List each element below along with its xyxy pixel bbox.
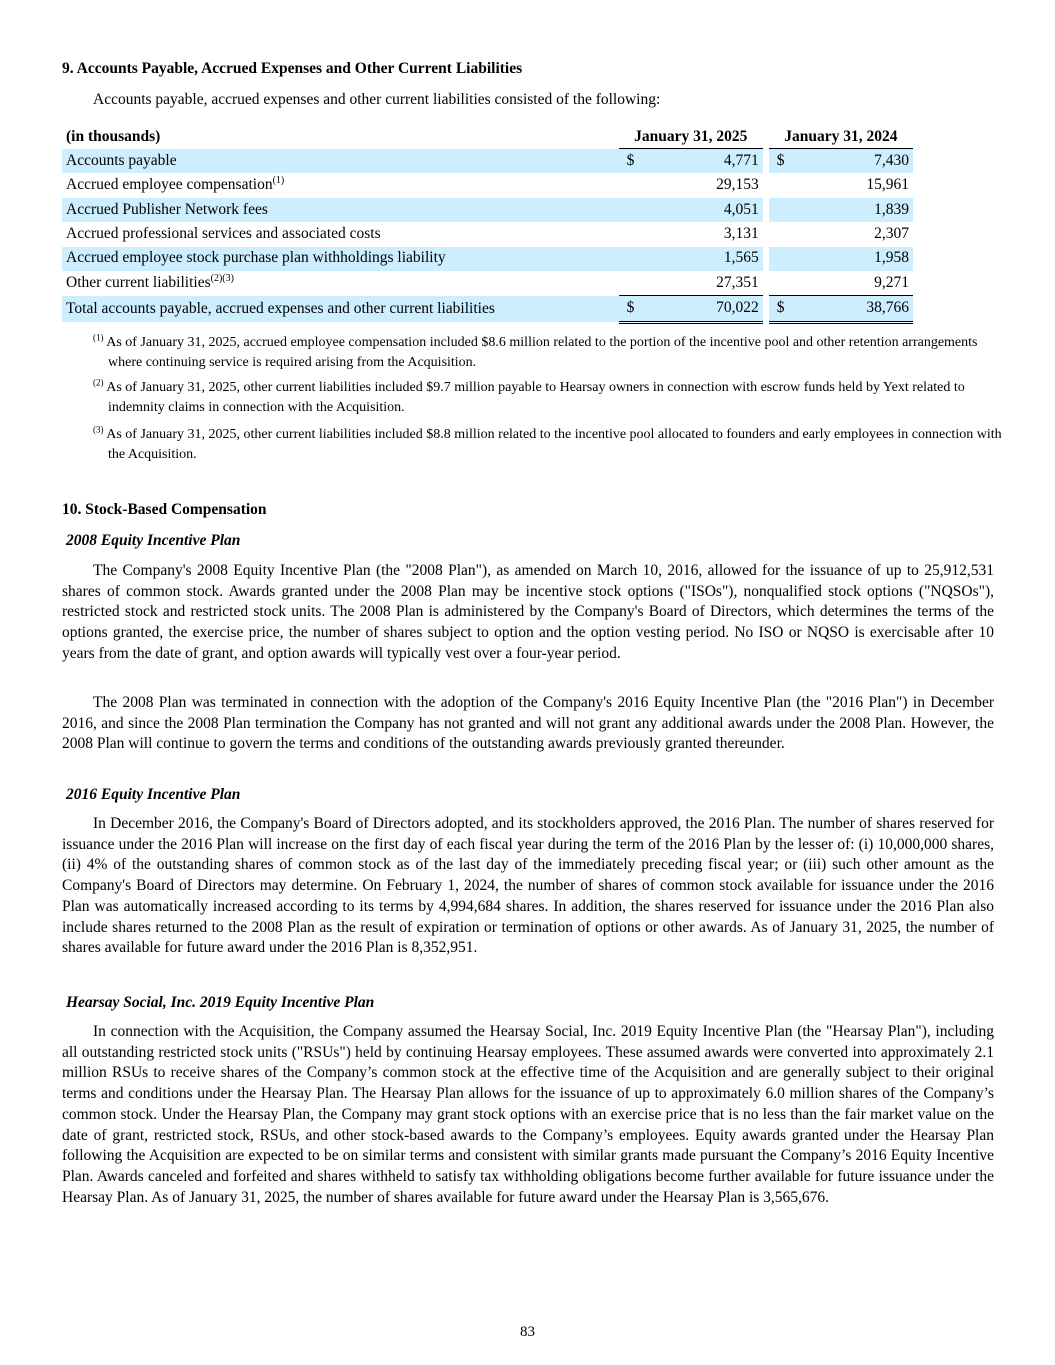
- table-row: [62, 222, 913, 246]
- currency-symbol: [769, 222, 795, 246]
- footnote-1: $^{(1)}$ As of January 31, 2025, accrued employee compensation included $8.6 million related to the portion of the incentive pool and other retention arrangements where continuing service is required arising from the Acquisition.: [93, 332, 978, 370]
- currency-symbol: [619, 271, 645, 296]
- value-2025: 3,131: [723, 225, 759, 243]
- footnote-2: $^{(2)}$ As of January 31, 2025, other current liabilities included $9.7 million payable to Hearsay owners in connection with escrow funds held by Yext related to indemnity claims in connection with the Acquisition.: [93, 377, 965, 415]
- paragraph-2008-plan-1: The Company's 2008 Equity Incentive Plan (the "2008 Plan"), as amended on March 10, 2016, allowed for the issuance of up to 25,912,531 shares of common stock. Awards granted under the 2008 Plan may be incentive stock options ("ISOs"), nonqualified stock options ("NQSOs"), restricted stock and restricted stock units. The 2008 Plan is administered by the Company's Board of Directors, which determines the terms of the options granted, the exercise price, the number of shares subject to option and the option vesting period. No ISO or NQSO is exercisable after 10 years from the date of grant, and option awards will typically vest over a four-year period.: [62, 562, 994, 662]
- table-row: [62, 173, 913, 197]
- table-total-row: [62, 296, 913, 322]
- table-row: [62, 198, 913, 222]
- value-2024: 7,430: [795, 149, 913, 174]
- value-2025: 4,051: [645, 198, 763, 222]
- paragraph-2016-plan: In December 2016, the Company's Board of Directors adopted, and its stockholders approved, the 2016 Plan. The number of shares reserved for issuance under the 2016 Plan will increase on the first day of each fiscal year during the term of the 2016 Plan by the lesser of: (i) 10,000,000 shares, (ii) 4% of the outstanding shares of common stock as of the last day of the immediately preceding fiscal year; or (iii) such other amount as the Company's Board of Directors may determine. On February 1, 2024, the number of shares of common stock available for issuance under the 2016 Plan was automatically increased according to its terms by 4,994,684 shares. In addition, the shares reserved for issuance under the 2016 Plan also include shares returned to the 2008 Plan as the result of expiration or termination of options or other awards. As of January 31, 2025, the number of shares available for future award under the 2016 Plan is 8,352,951.: [62, 815, 994, 957]
- value-2024: 9,271: [795, 271, 913, 296]
- paragraph-2008-plan-2: The 2008 Plan was terminated in connection with the adoption of the Company's 2016 Equity Incentive Plan (the "2016 Plan") in December 2016, and since the 2008 Plan termination the Company has not granted and will not grant any additional awards under the 2008 Plan. However, the 2008 Plan will continue to govern the terms and conditions of the outstanding awards previously granted thereunder.: [62, 694, 994, 753]
- currency-symbol: [619, 222, 645, 246]
- table-header-label: (in thousands): [66, 127, 161, 145]
- currency-symbol: [769, 198, 795, 222]
- value-2024: 1,958: [795, 247, 913, 271]
- currency-symbol: $: [769, 149, 795, 174]
- currency-symbol: [619, 173, 645, 197]
- value-2025: 27,351: [645, 271, 763, 296]
- section-9-intro: Accounts payable, accrued expenses and other current liabilities consisted of the following:: [93, 91, 661, 108]
- liabilities-table: [62, 126, 913, 324]
- currency-symbol: $: [619, 149, 645, 174]
- row-label: Accrued employee stock purchase plan withholdings liability: [62, 247, 619, 271]
- value-2025: 1,565: [645, 247, 763, 271]
- currency-symbol: [619, 247, 645, 271]
- row-label: Total accounts payable, accrued expenses and other current liabilities: [62, 296, 619, 322]
- row-label: Accounts payable: [62, 149, 619, 174]
- row-label: Accrued Publisher Network fees: [62, 198, 619, 222]
- currency-symbol: [769, 247, 795, 271]
- paragraph-hearsay-plan: In connection with the Acquisition, the Company assumed the Hearsay Social, Inc. 2019 Equity Incentive Plan (the "Hearsay Plan"), including all outstanding restricted stock units ("RSUs") held by continuing Hearsay employees. These assumed awards were converted into approximately 2.1 million RSUs to receive shares of the Company’s common stock at the effective time of the Acquisition and are generally subject to their original terms and conditions under the Hearsay Plan. The Hearsay Plan allows for the issuance of up to approximately 6.0 million shares of the Company’s common stock. Under the Hearsay Plan, the Company may grant stock options with an exercise price that is no less than the fair market value on the date of grant, restricted stock, RSUs, and other stock-based awards to the Company’s employees. Equity awards granted under the Hearsay Plan following the Acquisition are expected to be on similar terms and consistent with similar grants made pursuant the Company’s 2016 Equity Incentive Plan. Awards canceled and forfeited and shares withheld to satisfy tax withholding obligations become further available for future issuance under the Hearsay Plan. As of January 31, 2025, the number of shares available for future award under the Hearsay Plan is 3,565,676.: [62, 1023, 994, 1206]
- value-2024: 15,961: [866, 176, 909, 194]
- currency-symbol: [769, 173, 795, 197]
- currency-symbol: [769, 271, 795, 296]
- column-header-2024: January 31, 2024: [769, 126, 913, 149]
- footnote-3: $^{(3)}$ As of January 31, 2025, other current liabilities included $8.8 million related to the incentive pool allocated to founders and early employees in connection with the Acquisition.: [93, 424, 1002, 462]
- table-header-row: [62, 126, 913, 149]
- subheading-2008-plan: 2008 Equity Incentive Plan: [66, 532, 241, 549]
- row-label: Other current liabilities$^{(2)(3)}$: [66, 272, 234, 292]
- table-row: [62, 149, 913, 174]
- value-2024: 38,766: [795, 296, 913, 322]
- value-2025: 29,153: [716, 176, 759, 194]
- subheading-2016-plan: 2016 Equity Incentive Plan: [66, 786, 241, 803]
- footnote-marker: (1): [272, 175, 285, 187]
- row-label: Accrued professional services and associated costs: [66, 225, 381, 243]
- table-row: [62, 271, 913, 296]
- value-2024: 1,839: [795, 198, 913, 222]
- section-10-title: 10. Stock-Based Compensation: [62, 501, 267, 518]
- section-9-title: 9. Accounts Payable, Accrued Expenses and Other Current Liabilities: [62, 60, 523, 77]
- footnote-marker: (2)(3): [210, 272, 234, 284]
- table-row: [62, 247, 913, 271]
- currency-symbol: $: [769, 296, 795, 322]
- value-2025: 4,771: [645, 149, 763, 174]
- page-number: 83: [520, 1324, 535, 1340]
- currency-symbol: [619, 198, 645, 222]
- row-label: Accrued employee compensation$^{(1)}$: [66, 175, 285, 194]
- value-2025: 70,022: [645, 296, 763, 322]
- column-header-2025: January 31, 2025: [619, 126, 763, 149]
- value-2024: 2,307: [874, 225, 909, 243]
- currency-symbol: $: [619, 296, 645, 322]
- subheading-hearsay-plan: Hearsay Social, Inc. 2019 Equity Incentive Plan: [66, 994, 375, 1011]
